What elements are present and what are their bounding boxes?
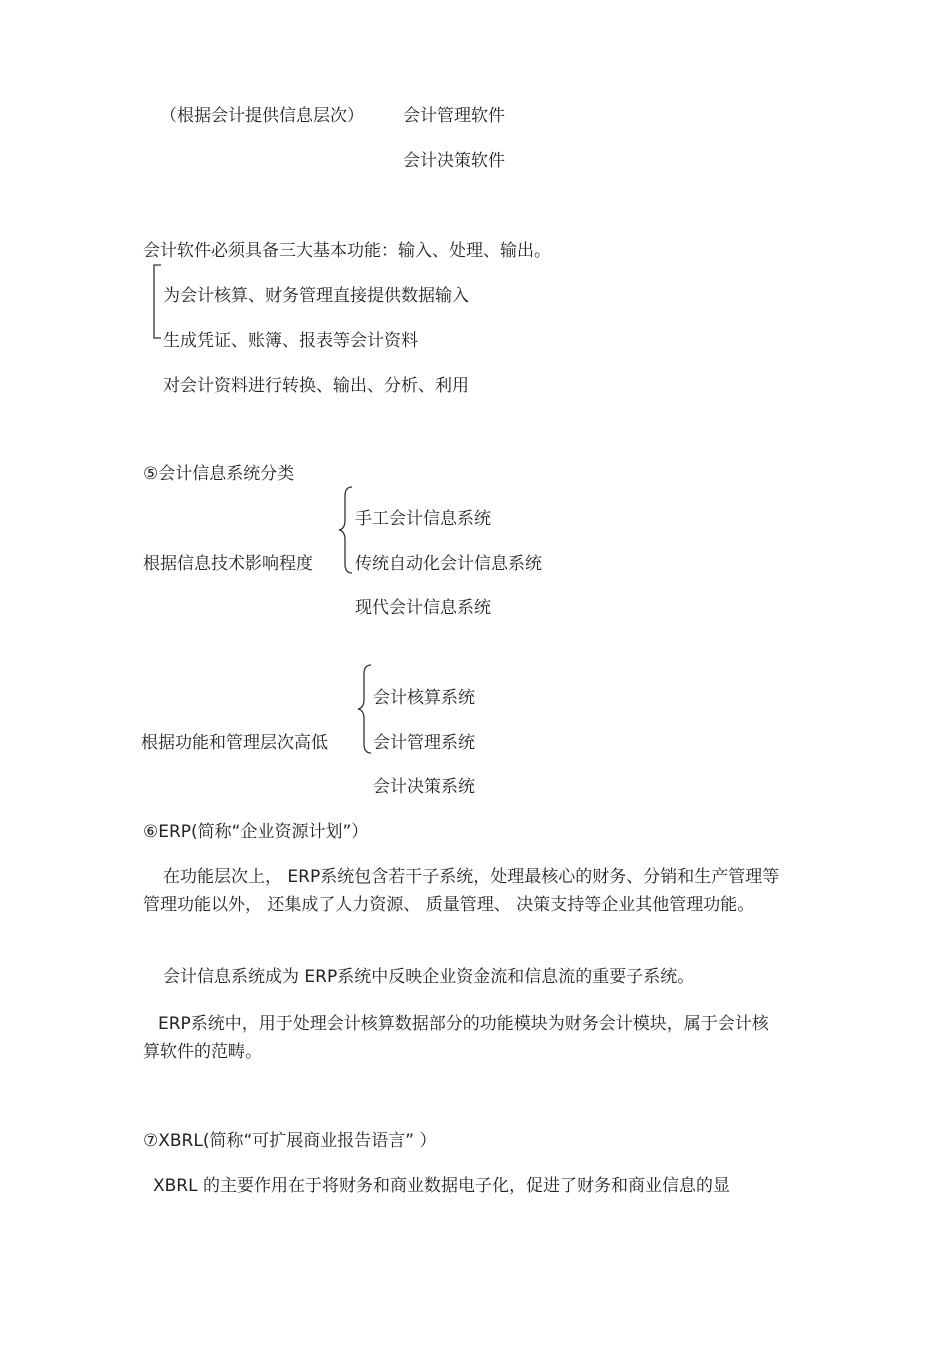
system-classification-heading: ⑤会计信息系统分类: [143, 464, 295, 484]
software-type-management: 会计管理软件: [403, 106, 505, 126]
erp-paragraph-1: 在功能层次上， ERP系统包含若干子系统，处理最核心的财务、分销和生产管理等管理功能以外， 还集成了人力资源、 质量管理、 决策支持等企业其他管理功能。: [143, 867, 780, 915]
by-function-brace: [355, 664, 375, 754]
software-classification-label: （根据会计提供信息层次）: [160, 106, 364, 126]
erp-paragraph-3: ERP系统中，用于处理会计核算数据部分的功能模块为财务会计模块，属于会计核算软件的范畴。: [143, 1014, 769, 1062]
function-input: 为会计核算、财务管理直接提供数据输入: [163, 286, 469, 306]
basic-functions-bracket: [148, 264, 164, 340]
by-function-label: 根据功能和管理层次高低: [141, 733, 328, 753]
software-type-decision: 会计决策软件: [403, 151, 505, 171]
erp-paragraph-2: 会计信息系统成为 ERP系统中反映企业资金流和信息流的重要子系统。: [163, 967, 695, 987]
erp-heading: ⑥ERP(简称“企业资源计划”）: [143, 822, 369, 842]
by-technology-label: 根据信息技术影响程度: [143, 554, 313, 574]
by-technology-brace: [336, 486, 356, 574]
system-decision: 会计决策系统: [373, 777, 475, 797]
system-manual: 手工会计信息系统: [355, 509, 491, 529]
xbrl-paragraph-1: XBRL 的主要作用在于将财务和商业数据电子化，促进了财务和商业信息的显: [153, 1176, 730, 1196]
system-management: 会计管理系统: [373, 733, 475, 753]
system-accounting: 会计核算系统: [373, 688, 475, 708]
basic-functions-heading: 会计软件必须具备三大基本功能：输入、处理、输出。: [143, 241, 551, 261]
function-output: 对会计资料进行转换、输出、分析、利用: [163, 376, 469, 396]
xbrl-heading: ⑦XBRL(简称“可扩展商业报告语言” ）: [143, 1131, 437, 1151]
function-process: 生成凭证、账簿、报表等会计资料: [163, 331, 418, 351]
system-modern: 现代会计信息系统: [355, 598, 491, 618]
system-traditional-automated: 传统自动化会计信息系统: [355, 554, 542, 574]
